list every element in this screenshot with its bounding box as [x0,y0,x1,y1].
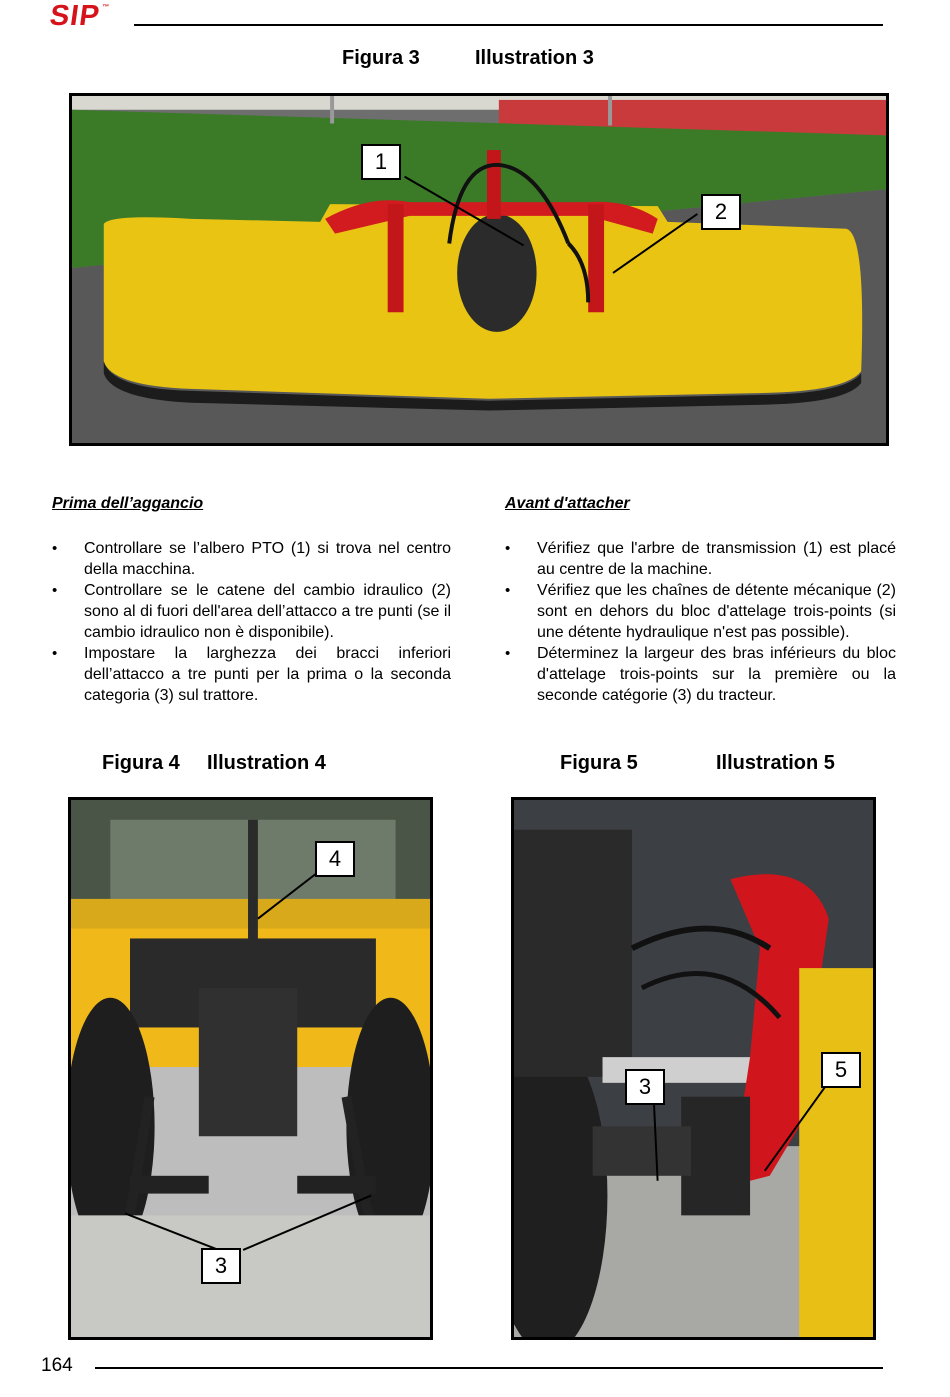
french-heading: Avant d'attacher [505,495,630,512]
italian-heading: Prima dell’aggancio [52,495,204,512]
footer-rule [95,1367,883,1369]
french-item-2: • Vérifiez que les chaînes de détente mécanique (2) sont en dehors du bloc d'attelage trois-points (si une détente hydraulique n'est pas possible). [505,580,896,643]
figure3-callout-2: 2 [701,194,741,230]
figure3-photo-mower [69,93,889,446]
figure4-callout-4: 4 [315,841,355,877]
italian-item-1: • Controllare se l’albero PTO (1) si trova nel centro della macchina. [52,538,451,580]
figure4-title-it: Figura 4 [102,752,180,774]
figure4-photo-tractor-rear [68,797,433,1340]
figure4-callout-3: 3 [201,1248,241,1284]
header-rule [134,24,883,26]
sip-logo: SIP™ [47,0,111,32]
italian-list [52,538,451,706]
italian-item-3: • Impostare la larghezza dei bracci inferiori dell’attacco a tre punti per la prima o la seconda categoria (3) sul trattore. [52,643,451,706]
figure5-title-it: Figura 5 [560,752,638,774]
french-list [505,538,896,706]
french-item-1: • Vérifiez que l'arbre de transmission (1) est placé au centre de la machine. [505,538,896,580]
figure3-title-fr: Illustration 3 [475,47,594,69]
french-item-3: • Déterminez la largeur des bras inférieurs du bloc d'attelage trois-points sur la première ou la seconde catégorie (3) du tracteur. [505,643,896,706]
figure4-title-fr: Illustration 4 [207,752,326,774]
figure5-callout-5: 5 [821,1052,861,1088]
figure3-callout-1: 1 [361,144,401,180]
figure5-title-fr: Illustration 5 [716,752,835,774]
figure3-title-it: Figura 3 [342,47,420,69]
italian-item-2: • Controllare se le catene del cambio idraulico (2) sono al di fuori dell'area dell’attacco a tre punti (se il cambio idraulico non è disponibile). [52,580,451,643]
figure5-callout-3: 3 [625,1069,665,1105]
page-number: 164 [41,1355,73,1376]
